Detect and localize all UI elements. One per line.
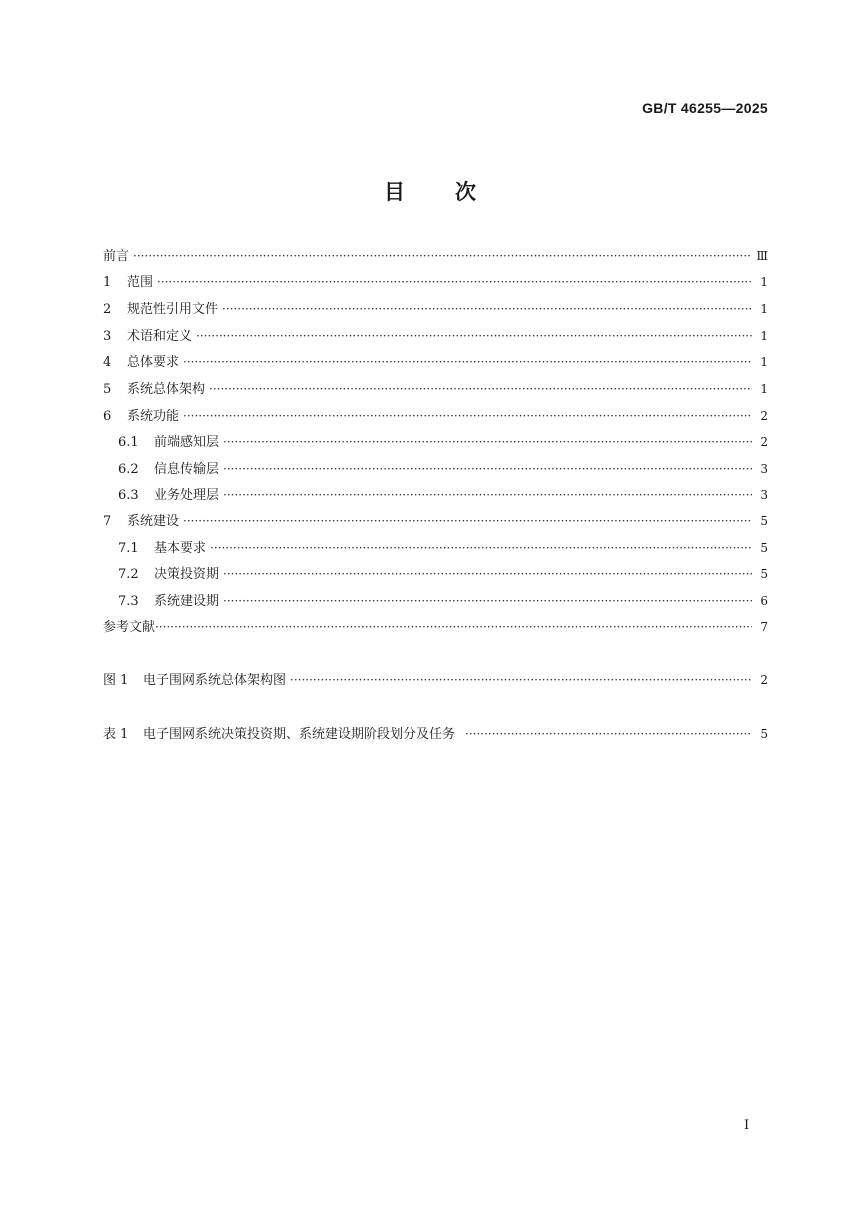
toc-entry-page: 2 xyxy=(760,409,768,423)
toc-entry-page: 2 xyxy=(760,435,768,449)
toc-entry-6-1[interactable] xyxy=(118,431,768,453)
toc-entry-text: 前言 xyxy=(103,249,130,264)
toc-entry-page: 3 xyxy=(760,462,768,476)
dot-leader xyxy=(223,563,752,585)
toc-entry-number: 6 xyxy=(103,409,112,424)
figure-entry-page: 2 xyxy=(760,673,768,687)
toc-entry-page: 1 xyxy=(760,275,768,289)
table-entry-1[interactable] xyxy=(103,723,768,745)
toc-entry-text: 系统建设期 xyxy=(154,594,220,609)
toc-entry-2[interactable] xyxy=(103,298,768,320)
dot-leader xyxy=(183,405,752,427)
toc-entry-6-2[interactable] xyxy=(118,458,768,480)
toc-entry-6[interactable] xyxy=(103,405,768,427)
dot-leader xyxy=(133,245,750,267)
dot-leader xyxy=(290,669,752,691)
toc-entry-text: 系统功能 xyxy=(127,409,180,424)
toc-entry-7-2[interactable] xyxy=(118,563,768,585)
toc-entry-number: 2 xyxy=(103,302,112,317)
dot-leader xyxy=(223,431,752,453)
toc-entry-references[interactable] xyxy=(103,616,768,638)
toc-entry-number: 7.1 xyxy=(118,541,139,556)
toc-entry-text: 参考文献 xyxy=(103,620,156,635)
toc-entry-page: 1 xyxy=(760,329,768,343)
dot-leader xyxy=(210,537,752,559)
toc-entry-text: 系统建设 xyxy=(127,514,180,529)
standard-code: GB/T 46255—2025 xyxy=(642,100,768,116)
toc-entry-number: 7.3 xyxy=(118,594,139,609)
toc-entry-page: 5 xyxy=(760,514,768,528)
toc-entry-number: 3 xyxy=(103,329,112,344)
toc-entry-text: 术语和定义 xyxy=(127,329,193,344)
toc-entry-text: 系统总体架构 xyxy=(127,382,206,397)
toc-entry-page: 3 xyxy=(760,488,768,502)
toc-entry-number: 1 xyxy=(103,275,112,290)
toc-entry-number: 6.2 xyxy=(118,462,139,477)
toc-entry-page: 5 xyxy=(760,567,768,581)
dot-leader xyxy=(209,378,752,400)
toc-entry-page: 6 xyxy=(760,594,768,608)
toc-entry-text: 基本要求 xyxy=(154,541,207,556)
toc-entry-text: 规范性引用文件 xyxy=(127,302,219,317)
toc-entry-number: 4 xyxy=(103,355,112,370)
dot-leader xyxy=(183,510,752,532)
dot-leader xyxy=(465,723,752,745)
figure-entry-1[interactable] xyxy=(103,669,768,691)
table-entry-number: 表 1 xyxy=(103,727,129,742)
toc-entry-page: 1 xyxy=(760,355,768,369)
toc-entry-7-1[interactable] xyxy=(118,537,768,559)
toc-heading-char-1: 目 xyxy=(384,180,405,204)
toc-heading-char-2: 次 xyxy=(455,180,476,204)
dot-leader xyxy=(223,458,752,480)
toc-entry-number: 6.1 xyxy=(118,435,139,450)
figure-entry-text: 电子围网系统总体架构图 xyxy=(143,673,287,688)
dot-leader xyxy=(183,351,752,373)
page-folio: I xyxy=(744,1118,750,1133)
toc-entry-text: 总体要求 xyxy=(127,355,180,370)
table-entry-page: 5 xyxy=(760,727,768,741)
toc-entry-6-3[interactable] xyxy=(118,484,768,506)
toc-entry-7-3[interactable] xyxy=(118,590,768,612)
dot-leader xyxy=(196,325,752,347)
toc-entry-page: 5 xyxy=(760,541,768,555)
toc-entry-text: 决策投资期 xyxy=(154,567,220,582)
dot-leader xyxy=(155,616,752,638)
figure-entry-number: 图 1 xyxy=(103,673,129,688)
toc-entry-7[interactable] xyxy=(103,510,768,532)
toc-entry-3[interactable] xyxy=(103,325,768,347)
toc-entry-page: 1 xyxy=(760,302,768,316)
toc-heading xyxy=(0,176,860,206)
dot-leader xyxy=(157,271,752,293)
dot-leader xyxy=(223,590,752,612)
toc-entry-number: 6.3 xyxy=(118,488,139,503)
toc-entry-number: 7.2 xyxy=(118,567,139,582)
toc-entry-number: 5 xyxy=(103,382,112,397)
toc-entry-text: 范围 xyxy=(127,275,154,290)
toc-entry-page: 1 xyxy=(760,382,768,396)
toc-entry-text: 信息传输层 xyxy=(154,462,220,477)
dot-leader xyxy=(222,298,752,320)
toc-entry-1[interactable] xyxy=(103,271,768,293)
toc-entry-page: 7 xyxy=(760,620,768,634)
toc-entry-foreword[interactable] xyxy=(103,245,768,267)
table-entry-text: 电子围网系统决策投资期、系统建设期阶段划分及任务 xyxy=(143,727,456,742)
toc-entry-4[interactable] xyxy=(103,351,768,373)
toc-entry-page: Ⅲ xyxy=(756,249,768,263)
dot-leader xyxy=(223,484,752,506)
toc-entry-number: 7 xyxy=(103,514,112,529)
toc-entry-text: 前端感知层 xyxy=(154,435,220,450)
toc-entry-5[interactable] xyxy=(103,378,768,400)
toc-entry-text: 业务处理层 xyxy=(154,488,220,503)
